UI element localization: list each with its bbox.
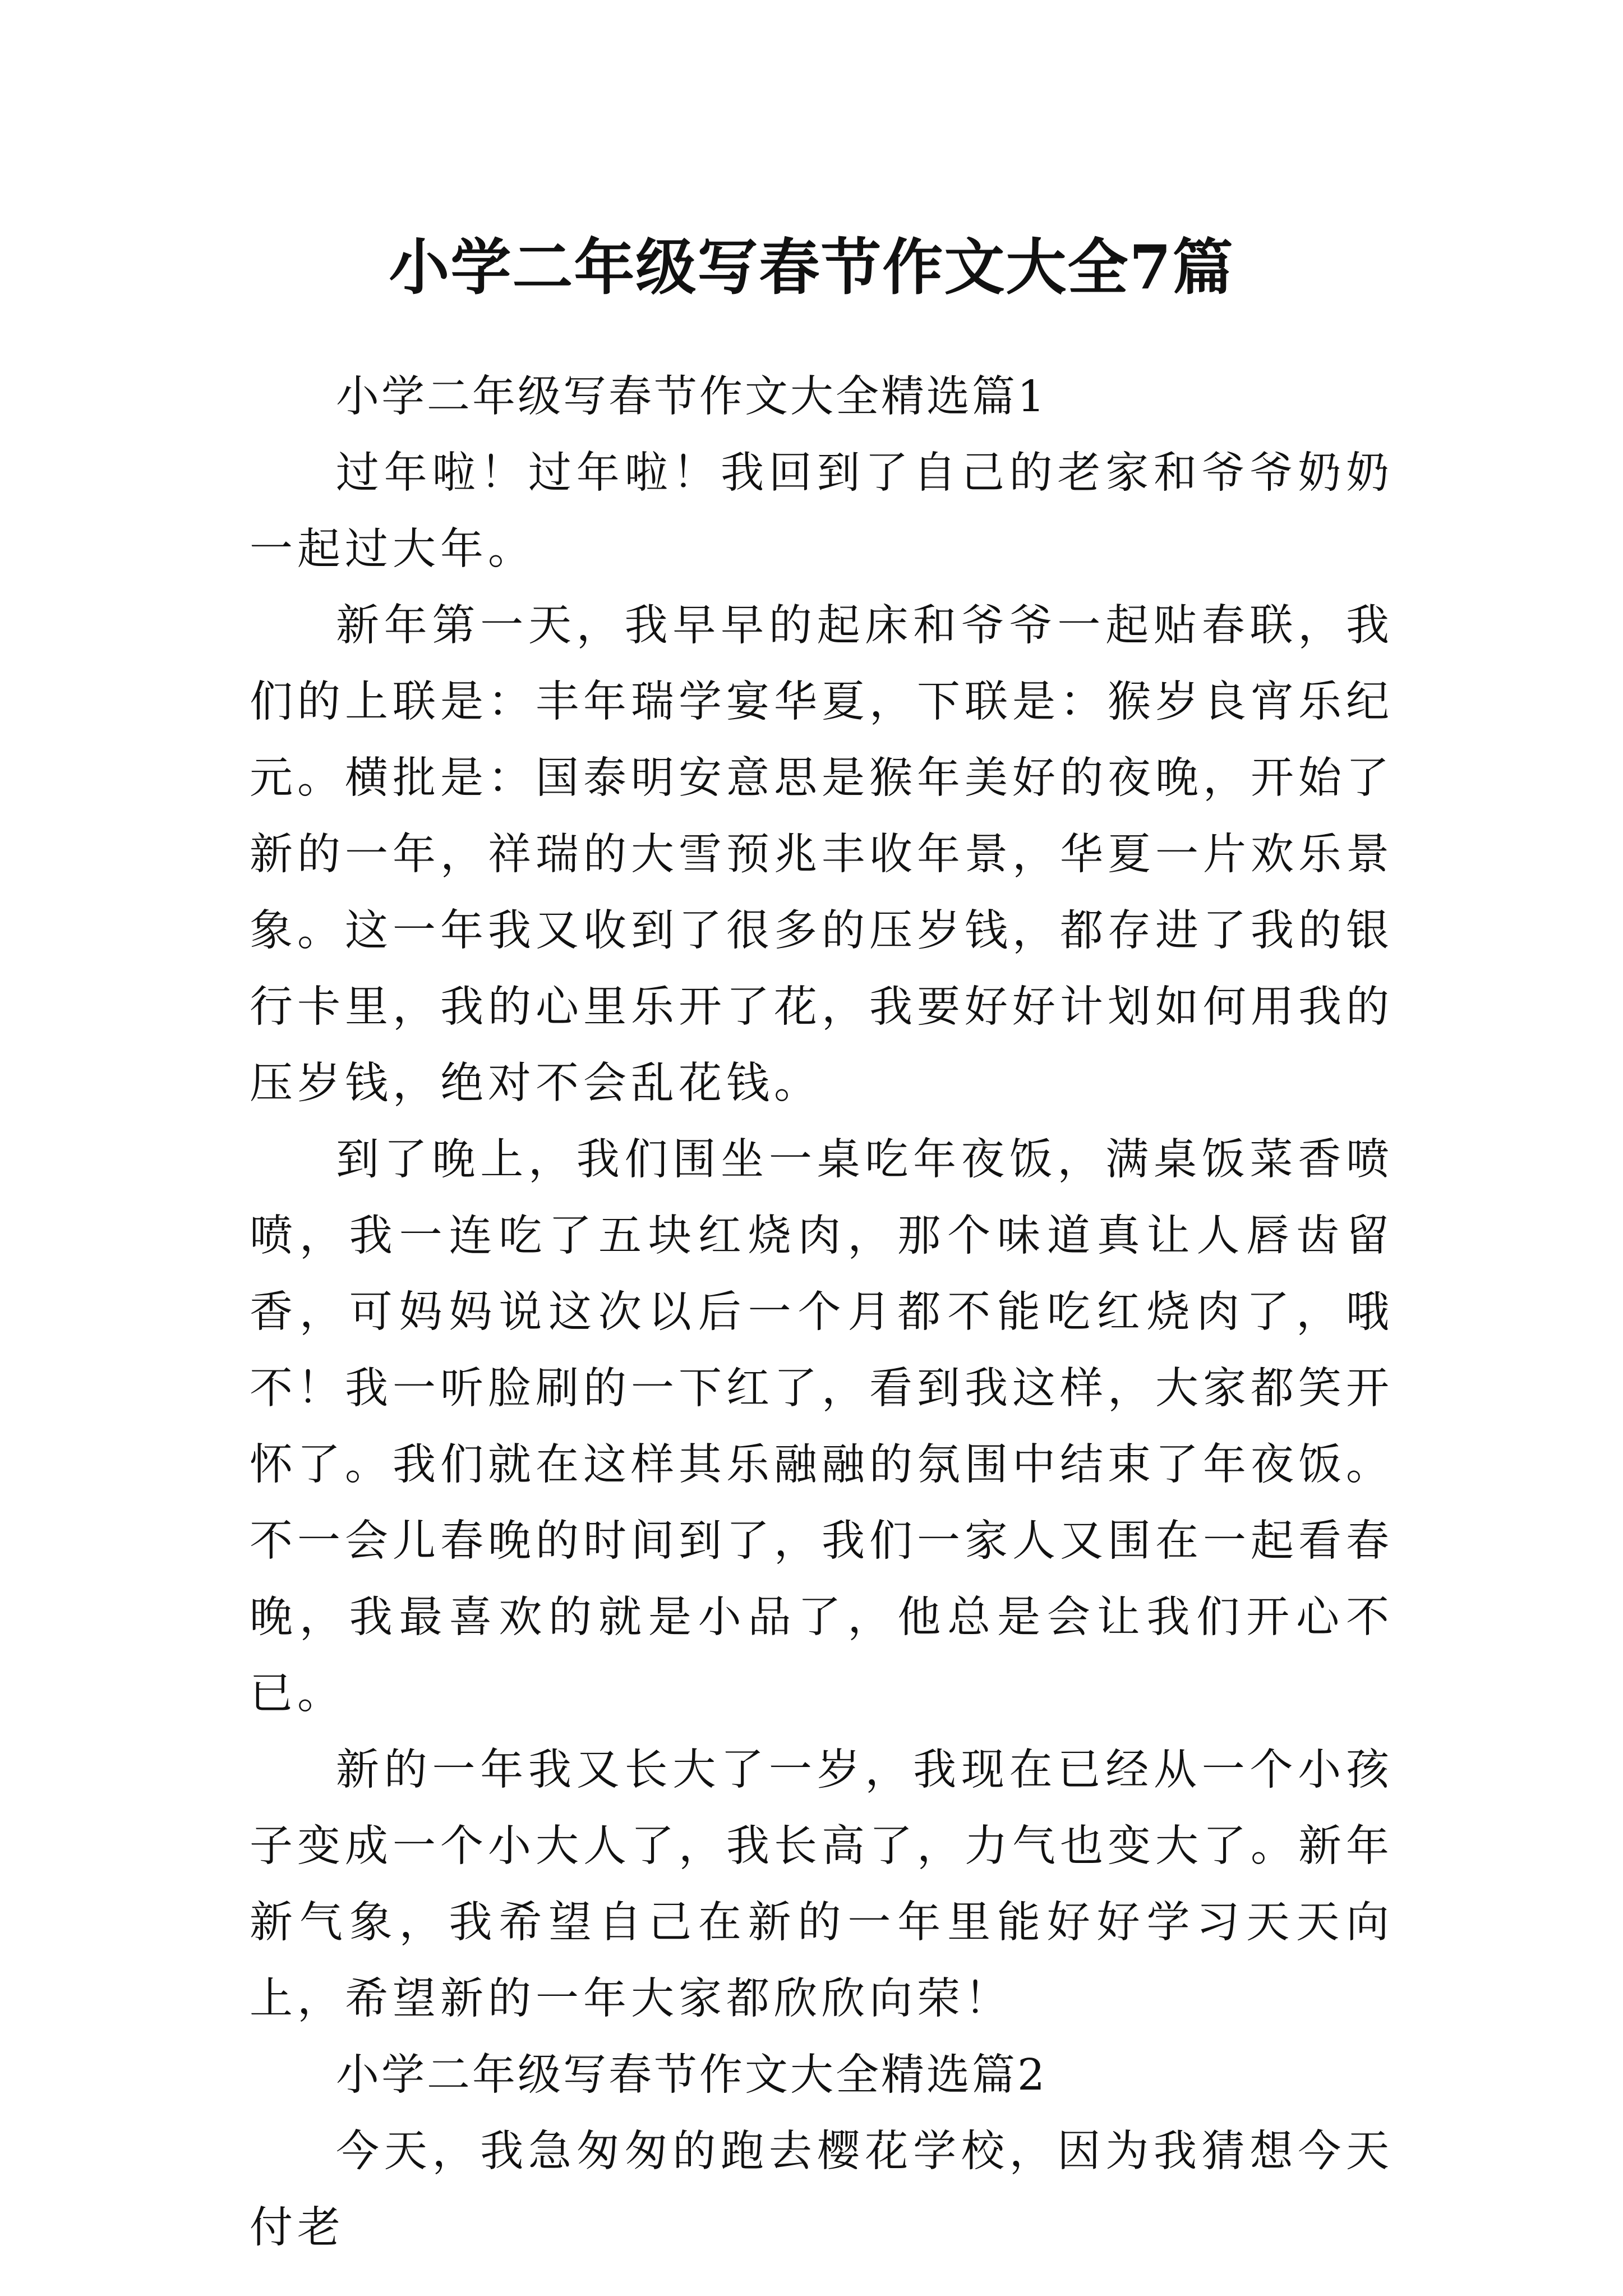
paragraph: 新的一年我又长大了一岁，我现在已经从一个小孩子变成一个小大人了，我长高了，力气也变大了。新年新气象，我希望自己在新的一年里能好好学习天天向上，希望新的一年大家都欣欣向荣！ (250, 1745, 1394, 2024)
section-heading-2: 小学二年级写春节作文大全精选篇2 (336, 2050, 1047, 2100)
paragraph: 新年第一天，我早早的起床和爷爷一起贴春联，我们的上联是：丰年瑞学宴华夏，下联是：猴岁良宵乐纪元。横批是：国泰明安意思是猴年美好的夜晚，开始了新的一年，祥瑞的大雪预兆丰收年景，华夏一片欢乐景象。这一年我又收到了很多的压岁钱，都存进了我的银行卡里，我的心里乐开了花，我要好好计划如何用我的压岁钱，绝对不会乱花钱。 (250, 601, 1394, 1108)
paragraph: 到了晚上，我们围坐一桌吃年夜饭，满桌饭菜香喷喷，我一连吃了五块红烧肉，那个味道真让人唇齿留香，可妈妈说这次以后一个月都不能吃红烧肉了，哦不！我一听脸刷的一下红了，看到我这样，大家都笑开怀了。我们就在这样其乐融融的氛围中结束了年夜饭。不一会儿春晚的时间到了，我们一家人又围在一起看春晚，我最喜欢的就是小品了，他总是会让我们开心不已。 (250, 1135, 1394, 1719)
document-title: 小学二年级写春节作文大全7篇 (389, 232, 1234, 303)
paragraph: 过年啦！过年啦！我回到了自己的老家和爷爷奶奶一起过大年。 (250, 448, 1394, 574)
section-heading-1: 小学二年级写春节作文大全精选篇1 (336, 372, 1047, 422)
paragraph: 今天，我急匆匆的跑去樱花学校，因为我猜想今天付老 (250, 2127, 1394, 2253)
document-body (250, 359, 1394, 2266)
